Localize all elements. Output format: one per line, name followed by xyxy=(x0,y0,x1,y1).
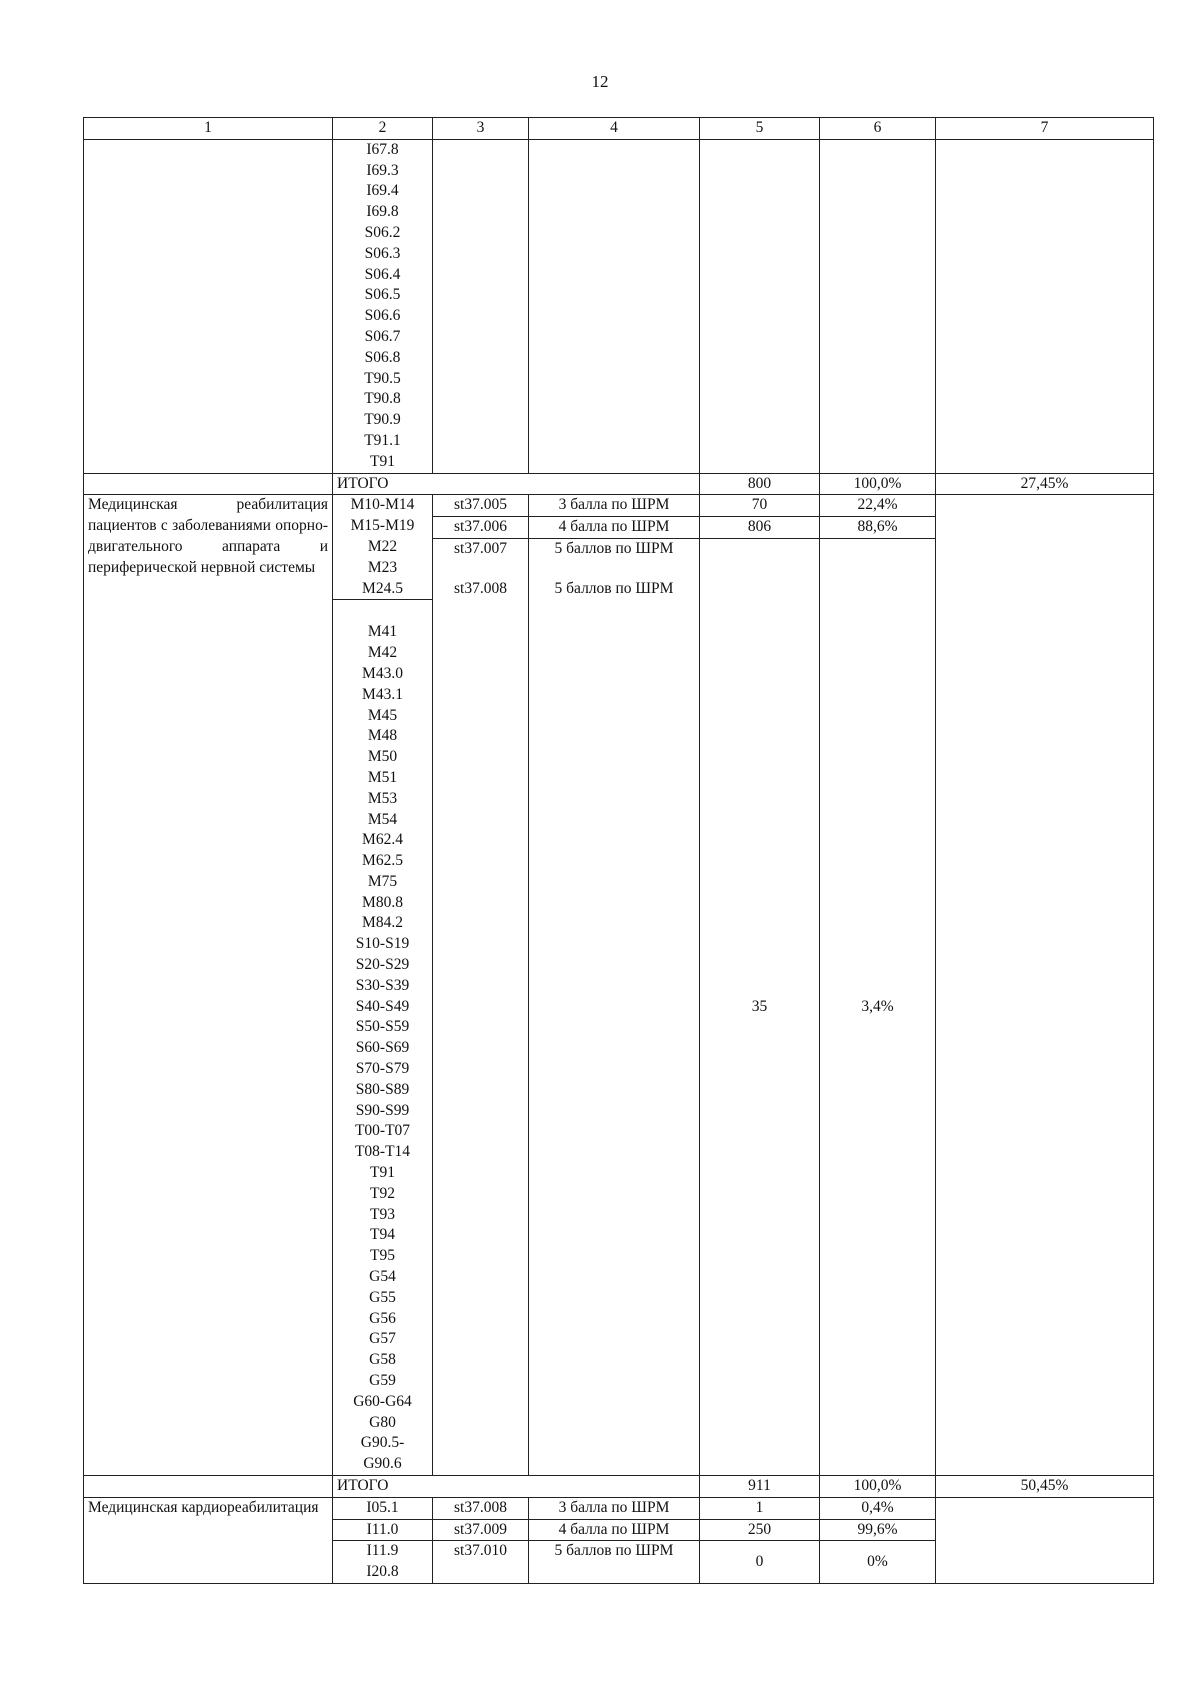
case-percent: 88,6% xyxy=(820,517,936,539)
diagnosis-code: I11.0 xyxy=(333,1519,433,1541)
diagnosis-code: T95 xyxy=(370,1247,395,1265)
diagnosis-code: I69.3 xyxy=(366,161,399,179)
diagnosis-code: M51 xyxy=(367,768,398,786)
diagnosis-code: M22 xyxy=(367,537,398,555)
section-description: Медицинская кардиореабилитация xyxy=(84,1497,333,1583)
ksg-code: st37.007 xyxy=(433,538,529,579)
diagnosis-code: I05.1 xyxy=(333,1497,433,1519)
ksg-code: st37.008 xyxy=(433,579,529,600)
diagnosis-code: S06.2 xyxy=(364,223,401,241)
section-description: Медицинская реабилитация пациентов с заболеваниями опорно-двигательного аппарата и периферической нервной системы xyxy=(84,495,333,1476)
diagnosis-code: M10-M14 xyxy=(350,496,415,514)
diagnosis-code: M43.1 xyxy=(362,685,403,703)
diagnosis-codes-cell xyxy=(333,495,433,600)
diagnosis-code: S10-S19 xyxy=(355,935,410,953)
diagnosis-code: G58 xyxy=(369,1351,396,1369)
ksg-code: st37.010 xyxy=(433,1541,529,1584)
total-percent: 100,0% xyxy=(820,473,936,495)
diagnosis-code: G55 xyxy=(369,1288,396,1306)
total-percent: 100,0% xyxy=(820,1476,936,1498)
section2-row-1 xyxy=(84,495,1154,517)
diagnosis-code: T90.9 xyxy=(364,411,401,429)
shrm-score: 3 балла по ШРМ xyxy=(529,1497,700,1519)
diagnosis-code: M23 xyxy=(367,558,398,576)
diagnosis-code: G57 xyxy=(369,1330,396,1348)
empty-cell xyxy=(936,139,1154,473)
total-label: ИТОГО xyxy=(333,473,700,495)
total-count: 911 xyxy=(700,1476,820,1498)
column-header: 6 xyxy=(820,118,936,140)
diagnosis-code: I67.8 xyxy=(366,140,399,158)
diagnosis-code: T92 xyxy=(370,1184,395,1202)
empty-cell xyxy=(433,139,529,473)
empty-cell xyxy=(820,139,936,473)
diagnosis-code: M42 xyxy=(367,644,398,662)
case-percent: 3,4% xyxy=(820,538,936,1475)
diagnosis-code: I69.4 xyxy=(366,182,399,200)
diagnosis-codes-cell xyxy=(333,1541,433,1584)
diagnosis-code: M24.5 xyxy=(362,579,403,597)
diagnosis-code: G60-G64 xyxy=(353,1392,412,1410)
shrm-score: 5 баллов по ШРМ xyxy=(529,1541,700,1584)
diagnosis-code: T90.5 xyxy=(364,369,401,387)
diagnosis-code: I69.8 xyxy=(366,203,399,221)
diagnosis-code: S80-S89 xyxy=(355,1080,410,1098)
empty-cell xyxy=(700,139,820,473)
diagnosis-code: S40-S49 xyxy=(355,997,410,1015)
column-header: 5 xyxy=(700,118,820,140)
diagnosis-code: S20-S29 xyxy=(355,956,410,974)
diagnosis-codes-cell xyxy=(333,139,433,473)
page-number: 12 xyxy=(591,72,609,91)
case-count: 70 xyxy=(700,495,820,517)
ksg-code: st37.008 xyxy=(433,1497,529,1519)
diagnosis-code: G59 xyxy=(369,1372,396,1390)
ksg-code: st37.005 xyxy=(433,495,529,517)
diagnosis-code: S70-S79 xyxy=(355,1060,410,1078)
section1-codes-row xyxy=(84,139,1154,473)
shrm-score: 3 балла по ШРМ xyxy=(529,495,700,517)
diagnosis-code: S06.7 xyxy=(364,327,401,345)
ksg-code: st37.006 xyxy=(433,517,529,539)
diagnosis-code: M75 xyxy=(367,872,398,890)
diagnosis-code: S30-S39 xyxy=(355,976,410,994)
case-percent: 0% xyxy=(820,1541,936,1584)
diagnosis-code: T91 xyxy=(370,1164,395,1182)
diagnosis-code: S06.4 xyxy=(364,265,401,283)
diagnosis-code: T91 xyxy=(370,452,395,470)
case-count: 35 xyxy=(700,538,820,1475)
ksg-code: st37.009 xyxy=(433,1519,529,1541)
section2-total-row xyxy=(84,1476,1154,1498)
diagnosis-codes-cell xyxy=(333,600,433,1476)
empty-cell xyxy=(84,1476,333,1498)
section1-total-row xyxy=(84,473,1154,495)
diagnosis-code: M43.0 xyxy=(362,664,403,682)
diagnosis-code: M50 xyxy=(367,748,398,766)
diagnosis-code: G90.6 xyxy=(363,1455,402,1473)
diagnosis-code: T91.1 xyxy=(364,431,401,449)
case-percent: 99,6% xyxy=(820,1519,936,1541)
diagnosis-code: M53 xyxy=(367,789,398,807)
diagnosis-code: G90.5- xyxy=(360,1434,405,1452)
section3-row-1 xyxy=(84,1497,1154,1519)
diagnosis-code: M45 xyxy=(367,706,398,724)
column-header: 7 xyxy=(936,118,1154,140)
diagnosis-code: M62.5 xyxy=(362,852,403,870)
case-count: 1 xyxy=(700,1497,820,1519)
total-count: 800 xyxy=(700,473,820,495)
case-percent: 0,4% xyxy=(820,1497,936,1519)
column-header: 2 xyxy=(333,118,433,140)
diagnosis-code: S50-S59 xyxy=(355,1018,410,1036)
diagnosis-code: M15-M19 xyxy=(350,517,415,535)
column-header: 1 xyxy=(84,118,333,140)
case-count: 0 xyxy=(700,1541,820,1584)
diagnosis-code: M80.8 xyxy=(362,893,403,911)
diagnosis-code: S06.3 xyxy=(364,244,401,262)
diagnosis-code: M54 xyxy=(367,810,398,828)
diagnosis-code: M48 xyxy=(367,727,398,745)
diagnosis-code: T90.8 xyxy=(364,390,401,408)
diagnosis-code: G80 xyxy=(369,1413,396,1431)
diagnosis-code: T93 xyxy=(370,1205,395,1223)
diagnosis-code: G54 xyxy=(369,1268,396,1286)
shrm-score: 4 балла по ШРМ xyxy=(529,517,700,539)
total-share: 27,45% xyxy=(936,473,1154,495)
empty-cell xyxy=(529,139,700,473)
shrm-score: 4 балла по ШРМ xyxy=(529,1519,700,1541)
total-share: 50,45% xyxy=(936,1476,1154,1498)
diagnosis-code: S60-S69 xyxy=(355,1039,410,1057)
diagnosis-code: S06.8 xyxy=(364,348,401,366)
diagnosis-code: T94 xyxy=(370,1226,395,1244)
column-header: 3 xyxy=(433,118,529,140)
rehabilitation-table xyxy=(83,117,1154,1584)
empty-cell xyxy=(936,495,1154,1476)
diagnosis-code: M41 xyxy=(367,623,398,641)
empty-cell xyxy=(84,139,333,473)
empty-cell xyxy=(433,600,529,1476)
shrm-score: 5 баллов по ШРМ xyxy=(529,538,700,579)
diagnosis-code: S06.6 xyxy=(364,307,401,325)
diagnosis-code: S90-S99 xyxy=(355,1101,410,1119)
diagnosis-code: S06.5 xyxy=(364,286,401,304)
diagnosis-code: M84.2 xyxy=(362,914,403,932)
case-percent: 22,4% xyxy=(820,495,936,517)
case-count: 250 xyxy=(700,1519,820,1541)
diagnosis-code: T00-T07 xyxy=(354,1122,411,1140)
diagnosis-code: T08-T14 xyxy=(354,1143,411,1161)
diagnosis-code: G56 xyxy=(369,1309,396,1327)
empty-cell xyxy=(529,600,700,1476)
empty-cell xyxy=(936,1497,1154,1583)
diagnosis-code: I20.8 xyxy=(366,1563,399,1581)
case-count: 806 xyxy=(700,517,820,539)
column-header: 4 xyxy=(529,118,700,140)
diagnosis-code: I11.9 xyxy=(366,1542,399,1560)
total-label: ИТОГО xyxy=(333,1476,700,1498)
diagnosis-code: M62.4 xyxy=(362,831,403,849)
shrm-score: 5 баллов по ШРМ xyxy=(529,579,700,600)
empty-cell xyxy=(84,473,333,495)
column-header-row xyxy=(84,118,1154,140)
